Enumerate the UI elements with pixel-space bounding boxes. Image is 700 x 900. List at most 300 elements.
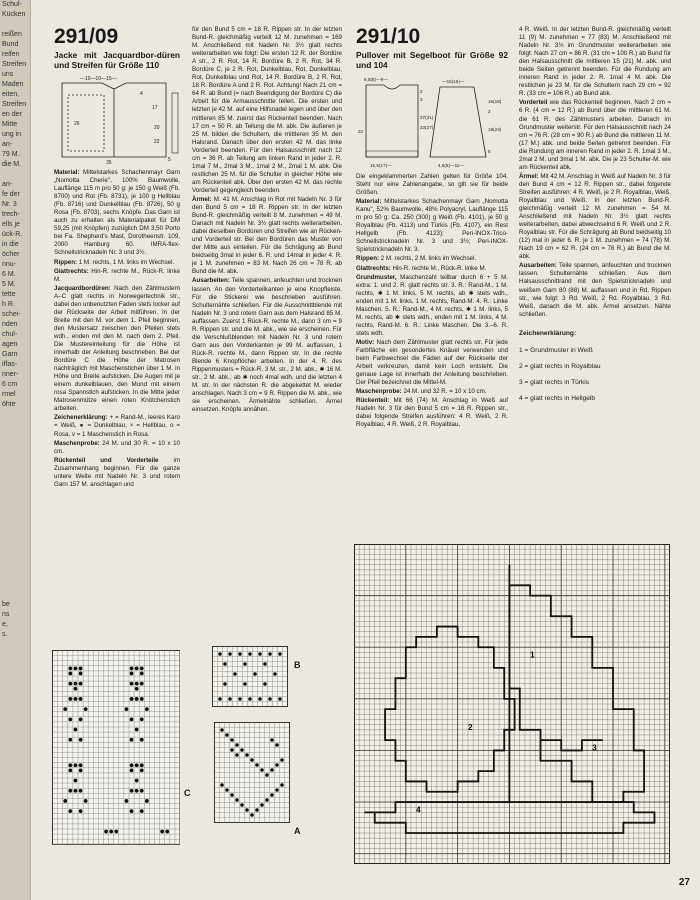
chart-a-stitch [265, 773, 269, 777]
paragraph-text: M. 41 M. Anschlag in Rot mit Nadeln Nr. 3 für den Bund 5 cm = 18 R. Rippen str. In der letzten Bund-R. gleichmäßig verteilt 8 M. zunehmen = 49 M. Danach mit Nadeln Nr. 3½ glatt rechts weiterarbeiten, dabei dieselben Bordüren und Streifen wie an Rücken- und Vorderteil str. Bei den Bordüren das Muster von der Mitte aus einteilen. Für die Schrägung ab Bund beidseitig 3mal in jeder 6. R. und 14mal in jeder 4. R. je 1 M. zunehmen = 83 M. Nach 26 cm = 78 R. ab Bund die M. abk. [192, 195, 342, 276]
schem-a-label-4: 26 [74, 121, 80, 127]
chart-c-stitch [79, 697, 83, 701]
paragraph-text: wie das Rückenteil beginnen. Nach 2 cm = 6 R. (4 cm = 12 R.) ab Bund über die mittleren 61 M. die 61 R. des Zählmusters arbeiten. Danach im Grundmuster weiterstr. Für den Halsausschnitt nach 24 cm = 76 R. (28 cm = 90 R.) ab Bund die mittleren 11 M. (17 M.) abk. und beide Seiten getrennt beenden. Für die Rundung am inneren Rand in jeder 2. R. 1mal 3 M., 2mal 2 M. und 3mal 1 M. abk. Die je 23 Schulter-M. wie am Rückenteil abk. [519, 99, 671, 171]
chart-a-stitch [255, 763, 259, 767]
paragraph-text: Teile spannen, anfeuchten und trocknen lassen. Schulternähte schließen. Aus dem Halsausschnittrand mit den Spielstricknadeln und weißem Garn 80 (88) M. auffassen und in Rd. Rippen str., wie folgt: 3 Rd. Weiß, 2 Rd. Royalblau, 3 Rd. Weiß, danach die M. abk. Ärmel ansetzen. Nähte schließen. [519, 262, 671, 318]
paragraph-label: Grundmuster, [356, 273, 397, 281]
schem-a-label-1: 17 [152, 105, 158, 111]
edge-fragment [0, 480, 30, 490]
chart-c-stitch [74, 682, 78, 686]
edge-fragment: be [2, 601, 10, 608]
edge-fragment [0, 460, 30, 470]
chart-b-stitch [278, 652, 282, 656]
pattern-b-cont-paragraph [519, 99, 671, 171]
chart-c-stitch [68, 697, 72, 701]
schem-a-label-6: 35 [106, 160, 112, 165]
chart-a-stitch [225, 788, 229, 792]
paragraph-label: Jacquardbordüren: [54, 284, 111, 292]
chart-c-stitch [145, 799, 149, 803]
chart-a-stitch [275, 743, 279, 747]
paragraph-label: Ausarbeiten: [192, 277, 230, 285]
pattern-a-column-1 [54, 24, 180, 646]
edge-fragment: Kücken [2, 11, 26, 18]
paragraph-label: Ausarbeiten: [519, 262, 557, 270]
chart-c-stitch [74, 779, 78, 783]
paragraph-label: Rückenteil: [356, 397, 390, 405]
edge-fragment [0, 510, 30, 520]
pattern-a-paragraph [54, 457, 180, 489]
edge-fragment [0, 490, 30, 500]
chart-c-stitch [140, 717, 144, 721]
chart-c-stitch [125, 799, 129, 803]
edge-fragment [0, 590, 30, 600]
chart-c-stitch [130, 809, 134, 813]
chart-c-stitch [135, 728, 139, 732]
chart-c-stitch [109, 830, 113, 834]
pattern-a-paragraph [54, 414, 180, 438]
chart-c-stitch [130, 768, 134, 772]
paragraph-text: Mittelstarkes Schachenmayr Garn „Nomotta Cherie", 100% Baumwolle, Lauflänge 115 m pro 50 g: je 150 g Weiß (Fb. 8700) und Rot (Fb. 8731), je 100 g Hellblau (Fb. 8716) und Dunkelblau (Fb. 8726), 50 g Rosa (Fb. 8703), sechs Knöpfe. Das Garn ist auch zu erhalten als Materialpaket für DM 59,25 (mit Knöpfen) zuzüglich DM 3,50 Porto bei Fa. Shepherd's Mast, Dorotheenstr. 109, 2000 Hamburg 60. IMRA-flex-Schnellstricknadeln Nr. 3 und 3½. [54, 169, 180, 257]
chart-b-stitch [248, 652, 252, 656]
chart-b-stitch [263, 682, 267, 686]
chart-a-stitch [235, 753, 239, 757]
schem-b-label-4: 27(31) [420, 115, 434, 120]
chart-c-stitch [160, 830, 164, 834]
edge-fragment: die M. [2, 161, 22, 168]
schem-b-label-0: 6,5(8)—9— [364, 77, 388, 82]
chart-c-stitch [74, 789, 78, 793]
chart-c-stitch [145, 707, 149, 711]
schem-a-label-5: 22 [154, 139, 160, 145]
chart-a-stitch [275, 763, 279, 767]
chart-c-stitch [140, 682, 144, 686]
chart-c-stitch [135, 687, 139, 691]
paragraph-label: Ärmel: [192, 195, 212, 203]
chart-c-stitch [125, 707, 129, 711]
pattern-b-cont-paragraph [519, 173, 671, 262]
chart-c-stitch [114, 830, 118, 834]
edge-fragment: fe der [2, 191, 20, 198]
paragraph-text: 24 M. und 30 R. = 10 x 10 cm. [54, 439, 180, 455]
paragraph-label: Glattrechts: [54, 267, 89, 275]
chart-c-stitch [68, 768, 72, 772]
edge-fragment [0, 430, 30, 440]
chart-a-stitch [245, 753, 249, 757]
edge-fragment: an- [2, 141, 13, 148]
paragraph-label: Rückenteil und Vorderteile [54, 456, 159, 464]
schem-b-label-9: 19(24) [488, 127, 502, 132]
chart-c-stitch [130, 697, 134, 701]
chart-b-stitch [273, 672, 277, 676]
edge-fragment: nnu- [2, 261, 17, 268]
pattern-a-paragraph [54, 169, 180, 258]
pullover-body-outline [366, 85, 418, 157]
chart-c-stitch [135, 697, 139, 701]
edge-fragment: schei- [2, 311, 21, 318]
pattern-b-column-2 [519, 26, 671, 566]
chart-a-stitch [245, 808, 249, 812]
paragraph-label: Motiv: [356, 338, 375, 346]
edge-fragment: 5 M. [2, 281, 16, 288]
chart-c-stitch [130, 717, 134, 721]
pattern-b-paragraph [356, 274, 508, 338]
edge-fragment: chul- [2, 331, 18, 338]
chart-c-grid [52, 650, 180, 846]
chart-b-stitch [223, 682, 227, 686]
chart-c-stitch [135, 779, 139, 783]
pattern-b-paragraph [356, 173, 508, 197]
paragraph-label: Ärmel: [519, 172, 539, 180]
chart-c-stitch [68, 789, 72, 793]
edge-fragment [0, 420, 30, 430]
pattern-a-cont-paragraph [192, 26, 342, 195]
chart-c-stitch [74, 763, 78, 767]
chart-b-stitch [238, 697, 242, 701]
edge-fragment: Garn [2, 351, 18, 358]
chart-c-stitch [135, 666, 139, 670]
schem-b-label-10: 5 [488, 149, 491, 154]
edge-fragment: öcher [2, 251, 20, 258]
chart-a-stitch [280, 758, 284, 762]
chart-c-stitch [84, 799, 88, 803]
edge-fragment: Schul- [2, 1, 22, 8]
edge-fragment: Mitte [2, 121, 18, 128]
chart-b-stitch [268, 652, 272, 656]
chart-a-stitch [225, 733, 229, 737]
chart-c-stitch [79, 682, 83, 686]
schem-a-label-7: 5 [168, 157, 171, 163]
chart-c-stitch [130, 682, 134, 686]
chart-c-stitch [63, 799, 67, 803]
edge-fragment: ück-R. [2, 231, 23, 238]
pattern-b-paragraph [356, 388, 508, 396]
chart-c-stitch [140, 763, 144, 767]
paragraph-text: Mit 66 (74) M. Anschlag in Weiß auf Nadeln Nr. 3 für den Bund 5 cm = 16 R. Rippen str., dabei folgende Streifen ausführen: 4 R. Weiß, 2 R. Royalblau, 4 R. Weiß, 2 R. Royalblau, [356, 397, 508, 429]
chart-b-stitch [243, 662, 247, 666]
chart-c-stitch [140, 768, 144, 772]
paragraph-text: 2 M. rechts, 2 M. links im Wechsel. [379, 255, 477, 263]
chart-b-stitch [268, 697, 272, 701]
chart-a-grid [214, 722, 292, 826]
edge-fragment: 6 M. [2, 271, 16, 278]
pullover-sleeve-outline [430, 87, 486, 157]
pattern-b-column-1 [356, 24, 508, 544]
pattern-b-number: 291/10 [356, 25, 421, 48]
chart-b-grid [212, 646, 290, 708]
paragraph-text: für den Bund 5 cm = 18 R. Rippen str. In der letzten Bund-R. gleichmäßig verteilt 12 M. zunehmen = 169 M. Anschließend mit Nadeln Nr. 3½ glatt rechts weiterarbeiten wie folgt: Die ersten 12 R. der Bordüre A str., 2 R. Rot, 14 R. Bordüre B, 2 R. Rot, 34 R. Bordüre C, je 2 R. Rot, Dunkelblau, Rot, Dunkelblau, Rot, Dunkelblau und Rot, 14 R. Bordüre B, 2 R. Rot, 18 R. Bordüre A und 2 R. Rot. Achtung! Nach 21 cm = 64 R. ab Bund (= nach Beendigung der Bordüre C) die Arbeit für die Armausschnitte teilen. Die ersten und letzten je 42 M. auf eine Hilfsnadel legen und über den mittleren 85 M. zuerst das Rückenteil beenden. Nach 17 cm = 50 R. ab Teilung die M. abk. Die äußeren je 25 M. bilden die Schultern, die mittleren 35 M. den Halsrand. Danach über den ersten 42 M. das linke Vorderteil beenden. Für den Halsausschnitt nach 12 cm = 36 R. ab Teilung am linken Rand in jeder 2. R. 1mal 7 M., 2mal 3 M., 1mal 2 M., 2mal 1 M. abk. Die restlichen 25 M. für die Schulter in gleicher Höhe wie am Rückenteil abk. Über den ersten 42 M. das rechte Vorderteil gegengleich beenden. [192, 26, 342, 194]
chart-b-stitch [228, 697, 232, 701]
edge-fragment [0, 20, 30, 30]
chart-c-stitch [130, 666, 134, 670]
boat-motif-number: 2 [467, 722, 473, 732]
paragraph-text: im Zusammenhang beginnen. Für die ganze untere Weite mit Nadeln Nr. 3 und rotem Garn 157 M. anschlagen und [54, 456, 180, 488]
edge-fragment: in die [2, 241, 19, 248]
paragraph-text: + = Rand-M., leeres Karo = Weiß, ● = Dunkelblau, × = Hellblau, o = Rosa, v = 1 Maschenstich in Rosa. [54, 414, 180, 438]
previous-page-edge [0, 0, 31, 900]
pattern-a-cont-paragraph [192, 196, 342, 276]
boat-motif-number: 1 [530, 650, 535, 660]
chart-c-stitch [140, 789, 144, 793]
paragraph-text: Hin-R. rechte M., Rück-R. linke M. [54, 267, 180, 283]
chart-a-stitch [260, 768, 264, 772]
chart-a-label: A [294, 826, 301, 836]
schem-a-label-3: 20 [154, 125, 160, 131]
chart-c-stitch [135, 789, 139, 793]
edge-fragment [0, 450, 30, 460]
chart-c-stitch [130, 763, 134, 767]
chart-a-stitch [220, 728, 224, 732]
pattern-a-paragraph [54, 440, 180, 456]
edge-fragment: en der [2, 111, 22, 118]
chart-b-stitch [233, 672, 237, 676]
symbol-legend [519, 329, 671, 407]
jacket-schematic [54, 73, 180, 165]
edge-fragment: e, [2, 621, 8, 628]
chart-b-stitch [243, 682, 247, 686]
chart-a-stitch [255, 808, 259, 812]
chart-c-stitch [84, 707, 88, 711]
paragraph-label: Rippen: [356, 255, 380, 263]
pattern-b-paragraph [356, 255, 508, 263]
schem-b-label-11: 15,5(17)— [370, 163, 392, 168]
chart-a-stitch [235, 798, 239, 802]
paragraph-text: 24 M. und 32 R. = 10 x 10 cm. [401, 388, 487, 396]
chart-c-stitch [140, 672, 144, 676]
chart-c-stitch [135, 682, 139, 686]
edge-fragment: 6 cm [2, 381, 18, 388]
chart-a-stitch [260, 803, 264, 807]
edge-fragment [0, 410, 30, 420]
chart-a-stitch [250, 813, 254, 817]
pattern-b-paragraph [356, 397, 508, 429]
boat-motif-number: 4 [416, 805, 421, 815]
edge-fragment: Streifen [2, 101, 27, 108]
schem-a-label-0: —10—10—15— [80, 76, 117, 82]
paragraph-label: Maschenprobe: [356, 388, 402, 396]
chart-c-stitch [135, 763, 139, 767]
edge-fragment: reißen [2, 31, 22, 38]
legend-item-1: 1 = Grundmuster in Weiß [519, 346, 593, 354]
chart-c-stitch [68, 717, 72, 721]
schem-b-label-1: —15(16)— [442, 79, 465, 84]
edge-fragment [0, 560, 30, 570]
edge-fragment [0, 570, 30, 580]
chart-c-stitch [74, 728, 78, 732]
chart-c-stitch [68, 809, 72, 813]
schem-a-label-2: 4 [140, 91, 143, 97]
chart-a-stitch [240, 748, 244, 752]
chart-c-stitch [79, 666, 83, 670]
pattern-b-cont-paragraph [519, 26, 671, 98]
chart-a-stitch [250, 758, 254, 762]
chart-c-stitch [165, 830, 169, 834]
paragraph-label: Glattrechts: [356, 264, 391, 272]
chart-c-stitch [74, 687, 78, 691]
pattern-b-cont-paragraph [519, 262, 671, 318]
paragraph-text: Die eingeklammerten Zahlen gelten für Größe 104. Steht nur eine Zahlenangabe, so gilt sie für beide Größen. [356, 173, 508, 197]
edge-fragment [0, 520, 30, 530]
chart-c-stitch [79, 672, 83, 676]
chart-c-stitch [68, 738, 72, 742]
paragraph-text: Maschenzahl teilbar durch 6 + 5 M. extra: 1. und 2. R. glatt rechts str. 3. R.: Rand-M., 1 M. rechts, ✱ 1 M. links, 5 M. rechts, ab ✱ stets wdh., enden mit 1 M. links, 1 M. rechts, Rand-M. 4. R.: Linke Maschen. 5. R.: Rand-M., 4 M. rechts, ✱ 1 M. links, 5 M. rechts, ab ✱ stets wdh., enden mit 1 M. links, 4 M. rechts, Rand-M. 6. R.: Linke Maschen. Die 3.–6. R. stets wdh. [356, 273, 508, 337]
chart-b-stitch [258, 652, 262, 656]
chart-c-stitch [79, 717, 83, 721]
paragraph-text: Nach dem Zählmuster glatt rechts str. Für jede Farbfläche ein gesondertes Knäuel verwenden und beim Farbwechsel die Fäden auf der Rückseite der Arbeit verkreuzen, damit kein Loch entsteht. Die genaue Lage ist innerhalb der Anleitung beschrieben. Der Pfeil bezeichnet die Mittel-M. [356, 338, 508, 387]
legend-item-2: 2 = glatt rechts in Royalblau [519, 362, 601, 370]
chart-c-stitch [74, 697, 78, 701]
chart-c-label: C [184, 788, 191, 798]
boat-motif-number: 3 [592, 743, 597, 753]
chart-c-stitch [140, 738, 144, 742]
edge-fragment: nner- [2, 371, 19, 378]
schem-b-label-7: 16(18) [488, 99, 502, 104]
paragraph-text: Teile spannen, anfeuchten und trocknen lassen. An den Vorderteilkanten je eine Knopfleiste. Für die Stickerei wie beschrieben ausführen. Schulternähte schließen. Für die Ausschnittblende mit Nadeln Nr. 3 und rotem Garn aus dem Halsrand 85 M. auffassen. Zuerst 1 Rück-R. rechte M., dann 3 cm = 9 R. Rippen str. und die M. abk., wie sie erscheinen. Für die Verschlußblenden mit Nadeln Nr. 3 und rotem Garn aus den Vorderkanten je 99 M. auffassen, 1 Rück-R. rechte M., dann Rippen str. In die rechte Blende 6 Knopflöcher arbeiten. In der 4. R. des Rippenmusters = Rück-R. 3 M. str., 2 M. abk., ✱ 16 M. str., 2 M. abk.; ab ✱ noch 4mal wdh. und die letzten 4 M. str. In der nächsten R. die abgekettet M. wieder anschlagen. Nach 3 cm = 9 R. Rippen die M. abk., wie sie erscheinen. Ärmelnähte schließen. Ärmel einsetzen. Knöpfe annähen. [192, 277, 342, 414]
chart-a-stitch [230, 738, 234, 742]
chart-a-stitch [280, 783, 284, 787]
chart-b-label: B [294, 660, 301, 670]
chart-a-stitch [220, 783, 224, 787]
edge-fragment [0, 530, 30, 540]
edge-fragment: ns [2, 611, 10, 618]
pattern-b-paragraph [356, 265, 508, 273]
edge-fragment: iffas- [2, 361, 18, 368]
edge-fragment [0, 500, 30, 510]
paragraph-text: Hin-R. rechte M., Rück-R. linke M. [390, 264, 487, 272]
paragraph-text: Mit 42 M. Anschlag in Weiß auf Nadeln Nr. 3 für den Bund 4 cm = 12 R. Rippen str., dabei folgende Streifen ausführen: 4 R. Weiß, je 2 R. Royalblau, Weiß, Royalblau und Weiß. In der letzten Bund-R. gleichmäßig verteilt 12 M. zunehmen = 54 M. Anschließend mit Nadeln Nr. 3½ glatt rechts weiterarbeiten, dabei abwechselnd 6 R. Weiß und 2 R. Royalblau str. Für die Schrägung ab Bund beidseitig 10 (12) mal in jeder 6. R. je 1 M. zunehmen = 74 (78) M. Nach 19 cm = 62 R. (24 cm = 78 R.) ab Bund die M. abk. [519, 172, 671, 261]
edge-fragment [0, 440, 30, 450]
chart-a-stitch [270, 768, 274, 772]
paragraph-label: Material: [54, 169, 80, 176]
chart-b-stitch [238, 652, 242, 656]
chart-b-stitch [253, 672, 257, 676]
edge-fragment [0, 580, 30, 590]
edge-fragment: agen [2, 341, 18, 348]
chart-c-stitch [130, 672, 134, 676]
edge-fragment: reifen [2, 51, 20, 58]
chart-a-stitch [240, 803, 244, 807]
pattern-a-cont-paragraph [192, 277, 342, 414]
edge-fragment [0, 540, 30, 550]
edge-fragment: eiten, [2, 91, 20, 98]
edge-fragment: nden [2, 321, 18, 328]
paragraph-text: 1 M. rechts, 1 M. links im Wechsel. [77, 258, 175, 266]
schem-b-label-3: 3 [420, 97, 423, 102]
edge-fragment: tette [2, 291, 16, 298]
paragraph-label: Vorderteil [519, 99, 548, 107]
pattern-a-column-2 [192, 26, 342, 640]
chart-b-stitch [263, 662, 267, 666]
schem-b-label-2: 2 [420, 89, 423, 94]
pattern-a-paragraph [54, 259, 180, 267]
legend-item-3: 3 = glatt rechts in Türkis [519, 378, 590, 386]
chart-c-stitch [79, 738, 83, 742]
chart-c-stitch [68, 763, 72, 767]
chart-c-stitch [79, 763, 83, 767]
edge-fragment: s. [2, 631, 8, 638]
pattern-b-paragraph [356, 339, 508, 387]
pattern-a-number: 291/09 [54, 25, 119, 48]
chart-c-stitch [130, 738, 134, 742]
paragraph-label: Maschenprobe: [54, 439, 100, 447]
chart-c-stitch [130, 789, 134, 793]
edge-fragment: trech- [2, 211, 20, 218]
chart-c-stitch [140, 666, 144, 670]
chart-b-stitch [248, 697, 252, 701]
paragraph-text: Nach den Zählmustern A–C glatt rechts in Norwegertechnik str., dabei den unbenutzten Faden stets locker auf der Rückseite der Arbeit mitführen. In der Breite mit den M. vor dem 1. Pfeil beginnen, den Mustersatz zwischen den Pfeilen stets wdh., enden mit den M. nach dem 2. Pfeil. Die Mustereinteilung für die Höhe ist innerhalb der Anleitung beschrieben. Bei der Bordüre C die Höhe der Matrosen nachträglich mit Maschenstichen über 1 M. in Höhe und Breite aufsticken. Die Augen mit je einem dunkelblauen, den Mund mit einem rosa Spannstich aufsticken. In die Mitte jeder Matrosenmütze einen roten Knötchenstich arbeiten. [54, 284, 180, 413]
pattern-a-subtitle: Jacke mit Jacquardbor-düren und Streifen für Größe 110 [54, 50, 180, 70]
chart-c-stitch [74, 666, 78, 670]
edge-fragment: an- [2, 181, 13, 188]
legend-title: Zeichenerklärung: [519, 329, 577, 337]
schem-b-label-5: 23(27) [420, 125, 434, 130]
edge-fragment: uns [2, 71, 14, 78]
page-number: 27 [678, 877, 690, 888]
paragraph-label: Zeichenerklärung: [54, 414, 108, 422]
chart-c-stitch [63, 707, 67, 711]
chart-c-stitch [79, 768, 83, 772]
chart-c-stitch [68, 666, 72, 670]
chart-a-stitch [230, 748, 234, 752]
chart-a-stitch [275, 788, 279, 792]
chart-a-stitch [230, 793, 234, 797]
chart-b-stitch [258, 697, 262, 701]
chart-b-stitch [228, 652, 232, 656]
chart-c-stitch [79, 789, 83, 793]
chart-a-stitch [265, 798, 269, 802]
edge-fragment: rmel [2, 391, 16, 398]
chart-a-stitch [235, 743, 239, 747]
schem-b-label-8: 2 [488, 109, 491, 114]
chart-c-stitch [140, 809, 144, 813]
chart-a-stitch [270, 738, 274, 742]
chart-a-stitch [270, 793, 274, 797]
edge-fragment: ung in [2, 131, 22, 138]
edge-fragment [0, 470, 30, 480]
chart-b-stitch [218, 697, 222, 701]
chart-b-stitch [223, 662, 227, 666]
edge-fragment: Nr. 3 [2, 201, 17, 208]
chart-b-stitch [278, 697, 282, 701]
edge-fragment: 79 M. [2, 151, 20, 158]
chart-b-stitch [218, 652, 222, 656]
chart-c-stitch [104, 830, 108, 834]
edge-fragment [0, 170, 30, 180]
sailboat-chart-grid [354, 544, 670, 864]
pattern-b-paragraph [356, 198, 508, 254]
schem-b-label-12: 4,5(6)—11— [438, 163, 464, 168]
edge-fragment: Streifen [2, 61, 27, 68]
edge-fragment: Maden [2, 81, 24, 88]
edge-fragment: ells je [2, 221, 20, 228]
legend-item-4: 4 = glatt rechts in Hellgelb [519, 394, 596, 402]
edge-fragment: öhte [2, 401, 16, 408]
edge-fragment: h R. [2, 301, 15, 308]
paragraph-label: Rippen: [54, 258, 78, 266]
chart-c-stitch [140, 697, 144, 701]
pattern-a-paragraph [54, 268, 180, 284]
chart-c-stitch [68, 682, 72, 686]
paragraph-text: 4 R. Weiß. In der letzten Bund-R. gleichmäßig verteilt 11 (9) M. zunehmen = 77 (83) M. Anschließend mit Nadeln Nr. 3½ im Grundmuster weiterarbeiten wie folgt: Nach 27 cm = 86 R. (31 cm = 100 R.) ab Bund für den Halsausschnitt die mittleren 15 (21) M. abk. und beide Seiten getrennt beenden. Für die Rundung am inneren Rand in jeder 2. R. 1mal 4 M. abk. Die restlichen je 23 M. für die Schultern nach 29 cm = 92 R. (33 cm = 106 R.) ab Bund abk. [519, 26, 671, 98]
schem-b-label-6: 22 [358, 129, 364, 134]
paragraph-text: Mittelstarkes Schachenmayr Garn „Nomotta Kanu", 52% Baumwolle, 48% Polyacryl, Lauflänge 115 m pro 50 g: Ca. 250 (300) g Weiß (Fb. 4101), je 50 g Royalblau (Fb. 4113) und Türkis (Fb. 4107), ein Rest Hellgelb (Fb. 4123); Peri-INOX-Trico-Schnellstricknadeln Nr. 3 und 3½; Peri-INOX-Spielstricknadeln Nr. 3. [356, 198, 508, 254]
edge-fragment: Bund [2, 41, 19, 48]
pullover-schematic [356, 73, 508, 169]
edge-fragment [0, 550, 30, 560]
chart-c-stitch [79, 809, 83, 813]
pattern-a-paragraph [54, 285, 180, 414]
chart-c-stitch [68, 672, 72, 676]
pattern-b-subtitle: Pullover mit Segelboot für Größe 92 und 104 [356, 50, 508, 70]
